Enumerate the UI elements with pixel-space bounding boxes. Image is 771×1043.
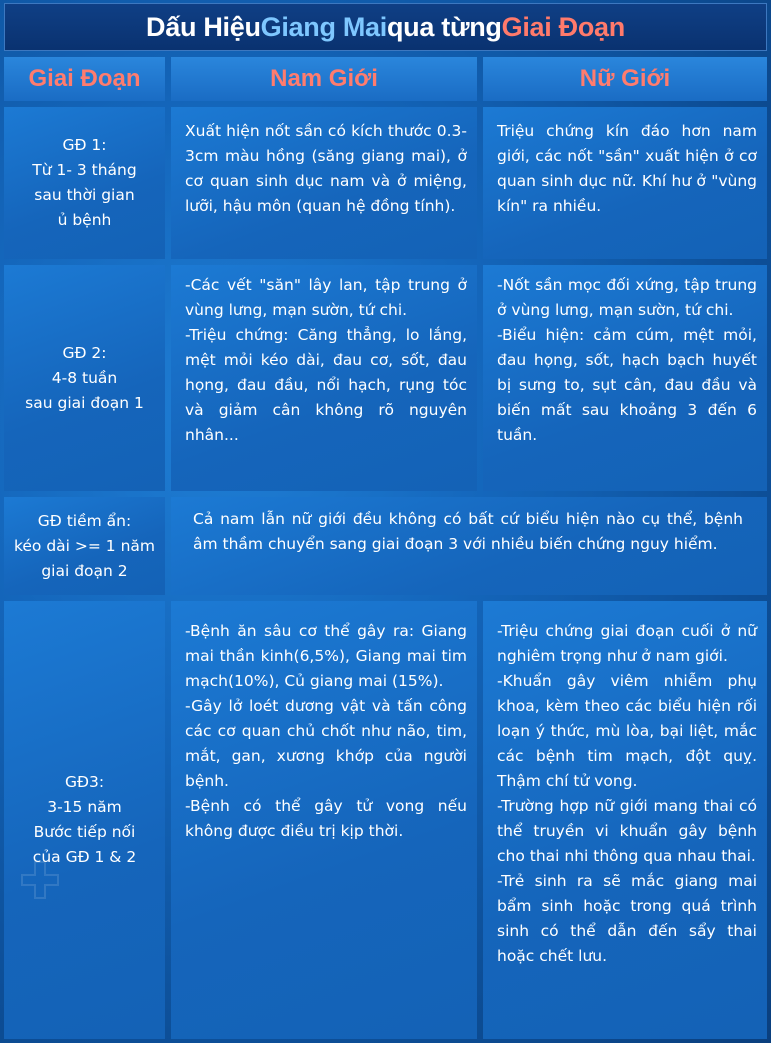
female-text: -Triệu chứng giai đoạn cuối ở nữ nghiêm trọng như ở nam giới. -Khuẩn gây viêm nhiễm phụ khoa, kèm theo các biểu hiện rối loạn ý thức, mù lòa, bại liệt, mắc các bệnh tim mạch, đột quỵ. Thậm chí tử vong. -Trường hợp nữ giới mang thai có thể truyền vi khuẩn gây bệnh cho thai nhi thông qua nhau thai. -Trẻ sinh ra sẽ mắc giang mai bẩm sinh hoặc trong quá trình sinh có thể dẫn đến sẩy thai hoặc chết lưu. (497, 622, 757, 965)
stage-line: GĐ tiềm ẩn: (37, 511, 132, 530)
stage-cell-2 (4, 265, 165, 491)
header-male: Nam Giới (171, 57, 477, 101)
stage-line: giai đoạn 2 (41, 561, 128, 580)
stage-cell-1 (4, 107, 165, 259)
stage-line: 4-8 tuần (51, 368, 118, 387)
stage-line: của GĐ 1 & 2 (32, 848, 137, 866)
stage-line: Bước tiếp nối (33, 823, 136, 841)
stage-line: GĐ 1: (62, 136, 107, 154)
stage-line: Từ 1- 3 tháng (32, 161, 137, 179)
female-cell-2 (483, 265, 767, 491)
female-text: Triệu chứng kín đáo hơn nam giới, các nốt "sần" xuất hiện ở cơ quan sinh dục nữ. Khí hư ở "vùng kín" ra nhiều. (497, 122, 757, 215)
male-text: Xuất hiện nốt sần có kích thước 0.3-3cm màu hồng (săng giang mai), ở cơ quan sinh dục nam và ở miệng, lưỡi, hậu môn (quan hệ đồng tính). (185, 122, 467, 215)
header-stage: Giai Đoạn (4, 57, 165, 101)
stage-line: ủ bệnh (57, 211, 112, 229)
male-cell-4 (171, 601, 477, 1039)
male-cell-2 (171, 265, 477, 491)
title-part-3: qua từng (386, 11, 502, 42)
stage-cell-4 (4, 601, 165, 1039)
male-cell-1 (171, 107, 477, 259)
page-title (4, 3, 767, 51)
title-part-4: Giai Đoạn (501, 11, 625, 42)
title-part-1: Dấu Hiệu (146, 11, 261, 42)
male-text: -Các vết "săn" lây lan, tập trung ở vùng lưng, mạn sườn, tứ chi. -Triệu chứng: Căng thẳng, lo lắng, mệt mỏi kéo dài, đau cơ, sốt, đau họng, đau đầu, nổi hạch, rụng tóc và giảm cân không rõ nguyên nhân... (185, 276, 467, 444)
stage-line: GĐ3: (64, 773, 105, 791)
medical-cross-icon (20, 860, 60, 900)
stage-cell-3 (4, 497, 165, 595)
header-female: Nữ Giới (483, 57, 767, 101)
female-cell-1 (483, 107, 767, 259)
stage-line: sau giai đoạn 1 (25, 393, 144, 412)
combined-cell-3 (171, 497, 767, 595)
combined-text: Cả nam lẫn nữ giới đều không có bất cứ biểu hiện nào cụ thể, bệnh âm thầm chuyển sang giai đoạn 3 với nhiều biến chứng nguy hiểm. (193, 510, 743, 553)
title-part-2: Giang Mai (260, 11, 387, 42)
stage-line: kéo dài >= 1 năm (13, 536, 156, 555)
stage-line: GĐ 2: (62, 343, 107, 362)
male-text: -Bệnh ăn sâu cơ thể gây ra: Giang mai thần kinh(6,5%), Giang mai tim mạch(10%), Củ giang mai (15%). -Gây lở loét dương vật và tấn công các cơ quan chủ chốt như não, tim, mắt, gan, xương khớp của người bệnh. -Bệnh có thể gây tử vong nếu không được điều trị kịp thời. (185, 622, 467, 840)
stage-line: sau thời gian (34, 186, 135, 204)
female-text: -Nốt sần mọc đối xứng, tập trung ở vùng lưng, mạn sườn, tứ chi. -Biểu hiện: cảm cúm, mệt mỏi, đau họng, sốt, hạch bạch huyết bị sưng to, sụt cân, đau đầu và biến mất sau khoảng 3 đến 6 tuần. (497, 276, 757, 444)
female-cell-4 (483, 601, 767, 1039)
stage-line: 3-15 năm (47, 798, 122, 816)
